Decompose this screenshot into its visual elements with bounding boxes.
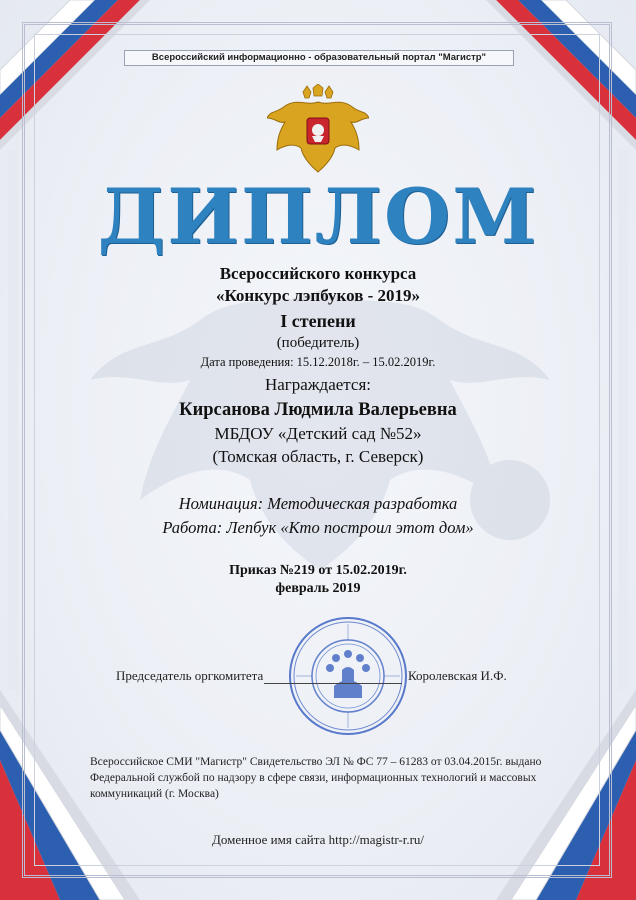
contest-degree: I степени [280, 311, 356, 331]
awardee-organization: МБДОУ «Детский сад №52» [214, 424, 422, 443]
contest-line-2: «Конкурс лэпбуков - 2019» [215, 286, 421, 305]
awardee-name: Кирсанова Людмила Валерьевна [179, 400, 457, 420]
order-number: Приказ №219 от 15.02.2019г. [229, 563, 407, 578]
awardee-region: (Томская область, г. Северск) [212, 447, 424, 466]
coat-of-arms-icon [267, 84, 369, 174]
site-domain: Доменное имя сайта http://magistr-r.ru/ [211, 832, 425, 847]
nomination: Номинация: Методическая разработка [178, 494, 458, 513]
contest-dates: Дата проведения: 15.12.2018г. – 15.02.2019г. [200, 355, 436, 369]
chairman-label: Председатель оргкомитета [116, 668, 264, 683]
official-seal-icon [286, 614, 410, 738]
signature-line [264, 683, 402, 684]
portal-name: Всероссийский информационно - образовательный портал "Магистр" [124, 50, 514, 66]
order-month: февраль 2019 [275, 581, 361, 596]
media-registration-text: Всероссийское СМИ "Магистр" Свидетельство ЭЛ № ФС 77 – 61283 от 03.04.2015г. выдано Федеральной службой по надзору в сфере связи, информационных технологий и массовых коммуникаций (г. Москва) [90, 756, 542, 800]
contest-line-1: Всероссийского конкурса [219, 264, 417, 283]
contest-status: (победитель) [276, 335, 360, 351]
chairman-name: Королевская И.Ф. [408, 668, 507, 683]
diploma-title: ДИПЛОМ [97, 172, 539, 261]
awarded-label: Награждается: [264, 375, 372, 394]
work-title: Работа: Лепбук «Кто построил этот дом» [162, 518, 474, 537]
